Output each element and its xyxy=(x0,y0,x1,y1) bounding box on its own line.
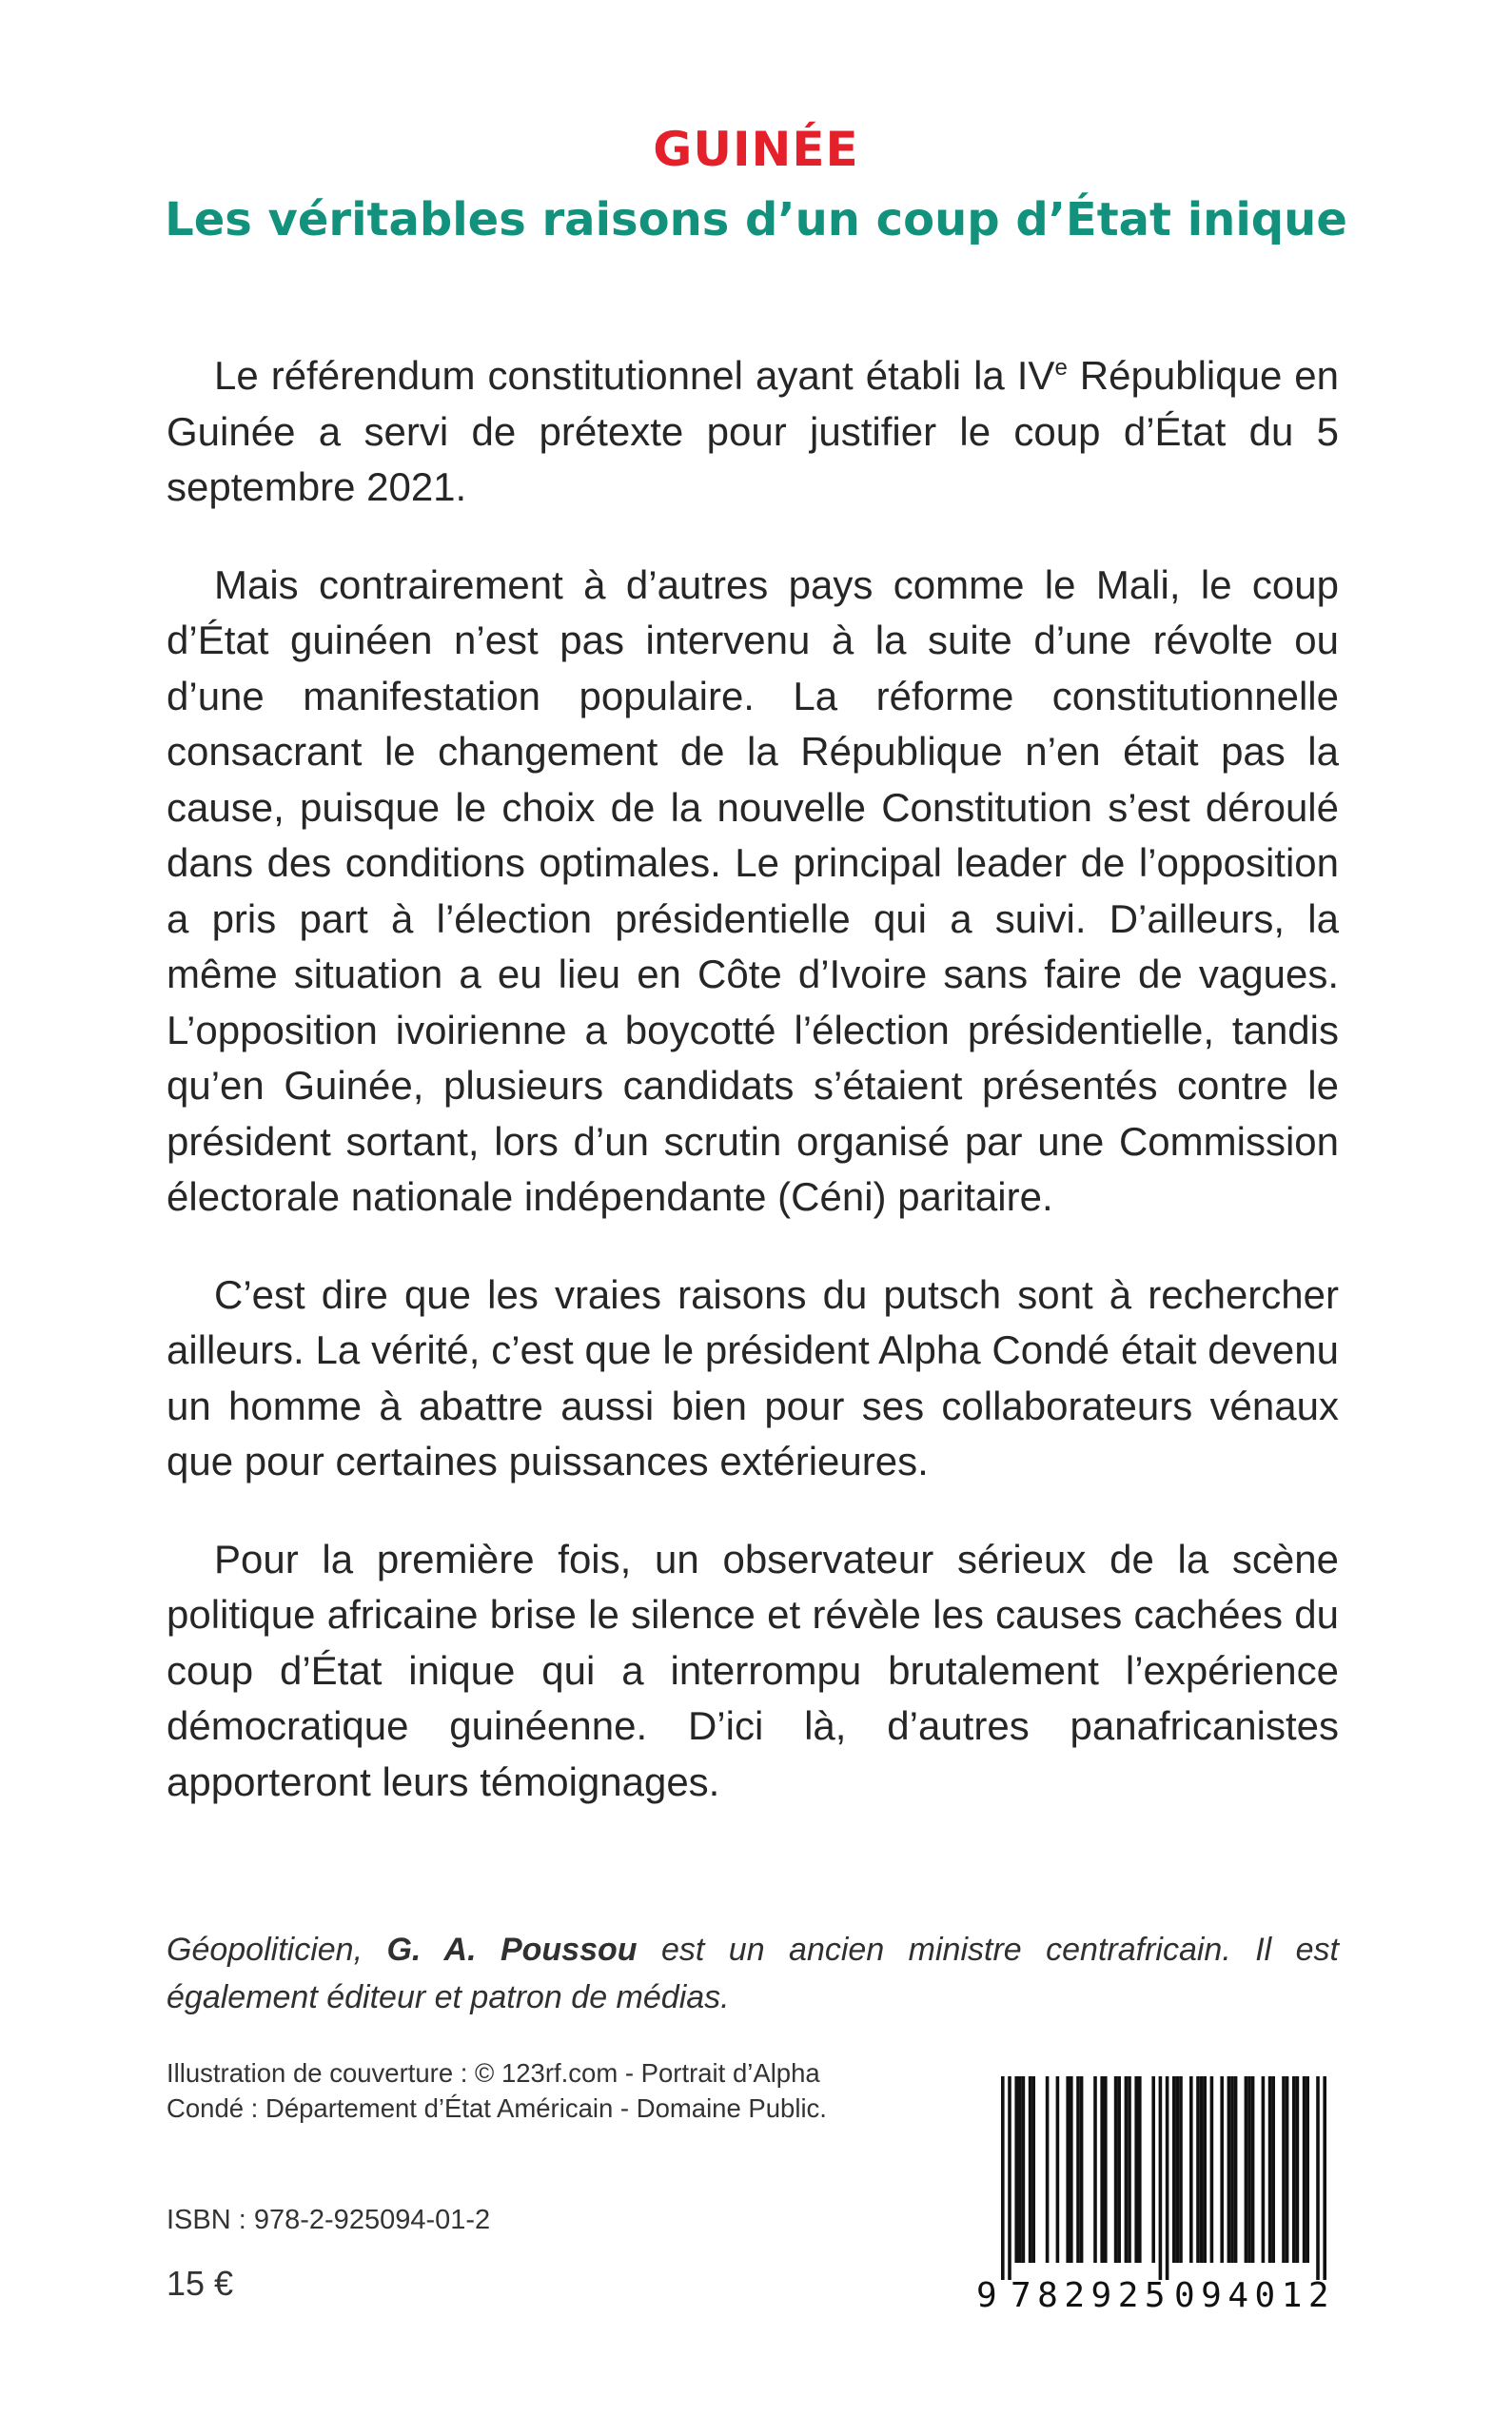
isbn-number: ISBN : 978-2-925094-01-2 xyxy=(167,2205,491,2235)
barcode-bar xyxy=(1100,2076,1104,2263)
barcode-bar xyxy=(1176,2076,1180,2263)
blurb-paragraph-4: Pour la première fois, un observateur sérieux de la scène politique africaine brise le silence et révèle les causes cachées du coup d’État inique qui a interrompu brutalement l’expérience démocratique guinéenne. D’ici là, d’autres panafricanistes apporteront leurs témoignages. xyxy=(167,1536,1339,1804)
blurb-text xyxy=(167,348,1339,1852)
barcode-bar xyxy=(1247,2076,1251,2263)
barcode-left-group: 782925 xyxy=(1011,2276,1172,2315)
barcode-bar xyxy=(1076,2076,1080,2263)
barcode-bar xyxy=(1189,2076,1193,2263)
barcode-bar xyxy=(1093,2076,1097,2263)
barcode xyxy=(976,2076,1338,2324)
barcode-bar xyxy=(1014,2076,1018,2263)
barcode-bar xyxy=(1179,2076,1183,2263)
barcode-bar xyxy=(1292,2076,1296,2263)
barcode-bar xyxy=(1066,2076,1070,2263)
barcode-right-group: 094012 xyxy=(1174,2276,1336,2315)
barcode-bar xyxy=(1117,2076,1121,2263)
barcode-guard-bar xyxy=(1001,2076,1005,2280)
barcode-bar xyxy=(1151,2076,1155,2263)
barcode-bar xyxy=(1196,2076,1200,2263)
barcode-bar xyxy=(1251,2076,1255,2263)
barcode-guard-bar xyxy=(1166,2076,1169,2280)
illustration-credit: Illustration de couverture : © 123rf.com - Portrait d’Alpha Condé : Département d’État Américain - Domaine Public. xyxy=(167,2058,827,2123)
barcode-bar xyxy=(1200,2076,1204,2263)
barcode-bar xyxy=(1245,2076,1248,2263)
barcode-bar xyxy=(1271,2076,1275,2263)
barcode-bar xyxy=(1031,2076,1035,2263)
barcode-bar xyxy=(1262,2076,1266,2263)
barcode-bar xyxy=(1296,2076,1300,2263)
barcode-bar xyxy=(1104,2076,1108,2263)
barcode-bar xyxy=(1220,2076,1224,2263)
barcode-bar xyxy=(1230,2076,1234,2263)
barcode-bar xyxy=(1227,2076,1231,2263)
barcode-bar xyxy=(1029,2076,1032,2263)
barcode-guard-bar xyxy=(1008,2076,1011,2280)
barcode-bar xyxy=(1128,2076,1131,2263)
barcode-bar xyxy=(1303,2076,1306,2263)
author-name: G. A. Poussou xyxy=(386,1932,638,1968)
price: 15 € xyxy=(167,2264,234,2303)
barcode-bar xyxy=(1172,2076,1176,2263)
barcode-guard-bar xyxy=(1323,2076,1326,2280)
barcode-bar xyxy=(1080,2076,1084,2263)
barcode-bar xyxy=(1138,2076,1142,2263)
barcode-bar xyxy=(1046,2076,1050,2263)
barcode-bar xyxy=(1268,2076,1272,2263)
author-bio: Géopoliticien, G. A. Poussou est un ancien ministre centrafricain. Il est également éditeur et patron de médias. xyxy=(167,1932,1340,2015)
blurb-paragraph-1: Le référendum constitutionnel ayant établi la IVe République en Guinée a servi de prétexte pour justifier le coup d’État du 5 septembre 2021. xyxy=(167,353,1340,509)
barcode-bar xyxy=(1022,2076,1026,2263)
barcode-guard-bar xyxy=(1159,2076,1163,2280)
blurb-paragraph-3: C’est dire que les vraies raisons du putsch sont à rechercher ailleurs. La vérité, c’est que le président Alpha Condé était devenu un homme à abattre aussi bien pour ses collaborateurs vénaux que pour certaines puissances extérieures. xyxy=(167,1271,1339,1483)
barcode-bar xyxy=(1234,2076,1238,2263)
barcode-first-digit: 9 xyxy=(976,2276,997,2315)
barcode-bar xyxy=(1070,2076,1073,2263)
barcode-bar xyxy=(1125,2076,1129,2263)
barcode-bar xyxy=(1306,2076,1309,2263)
barcode-bar xyxy=(1018,2076,1022,2263)
barcode-bars xyxy=(976,2076,1338,2280)
barcode-bar xyxy=(1286,2076,1289,2263)
barcode-bar xyxy=(1210,2076,1214,2263)
barcode-bar xyxy=(1134,2076,1138,2263)
barcode-digits xyxy=(976,2276,1338,2324)
barcode-guard-bar xyxy=(1316,2076,1320,2280)
barcode-bar xyxy=(1203,2076,1207,2263)
barcode-bar xyxy=(1282,2076,1286,2263)
barcode-bar xyxy=(1056,2076,1060,2263)
book-title: GUINÉE xyxy=(653,122,859,177)
book-subtitle: Les véritables raisons d’un coup d’État inique xyxy=(165,193,1347,246)
blurb-paragraph-2: Mais contrairement à d’autres pays comme le Mali, le coup d’État guinéen n’est pas intervenu à la suite d’une révolte ou d’une manifestation populaire. La réforme constitutionnelle consacrant le changement de la République n’en était pas la cause, puisque le choix de la nouvelle Constitution s’est déroulé dans des conditions optimales. Le principal leader de l’opposition a pris part à l’élection présidentielle qui a suivi. D’ailleurs, la même situation a eu lieu en Côte d’Ivoire sans faire de vagues. L’opposition ivoirienne a boycotté l’élection présidentielle, tandis qu’en Guinée, plusieurs candidats s’étaient présentés contre le président sortant, lors d’un scrutin organisé par une Commission électorale nationale indépendante (Céni) paritaire. xyxy=(167,561,1339,1219)
barcode-bar xyxy=(1114,2076,1118,2263)
